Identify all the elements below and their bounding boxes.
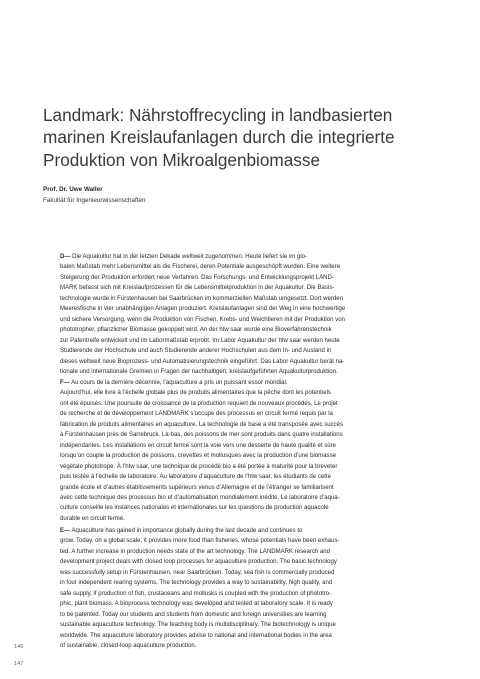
paragraph-line: indépendantes. Les installations en circuit fermé sont la voie vers une desserte de haute qualité et sûre [60,442,336,449]
faculty-name: Fakultät für Ingenieurwissenschaften [43,197,146,204]
paragraph-line: Studierende der Hochschule und auch Studierende anderer Hochschulen aus dem In- und Ausland in [60,348,332,355]
title-line: marinen Kreislaufanlagen durch die integrierte [43,127,395,148]
language-marker: E— [60,528,71,534]
paragraph-line: technologie wurde in Fürstenhausen bei Saarbrücken im kommerziellen Maßstab umgesetzt. Dort werden [60,295,343,302]
paragraph-line: MARK befasst sich mit Kreislaufprozessen für die Lebensmittelproduktion in der Aquakultur. Die Basis- [60,285,335,292]
paragraph-line: culture conseille les instances nationales et internationales sur les questions de production aquacole [60,505,329,512]
author-name: Prof. Dr. Uwe Waller [43,186,103,193]
paragraph-line: development project deals with closed loop processes for aquaculture production. The basic technology [60,559,337,566]
paragraph-line: de recherche et de développement LANDMARK s’occupe des processus en circuit fermé requis par la [60,411,333,418]
paragraph-line: avec cette technique des processus bio et d’automatisation mondialement inédite. Le laboratoire d’aqua- [60,494,340,501]
paragraph-line: worldwide. The aquaculture laboratory provides advise to national and international bodies in the area [60,632,332,639]
title-line: Produktion von Mikroalgenbiomasse [43,149,321,170]
paragraph-line: E— Aquaculture has gained in importance globally during the last decade and continues to [60,528,303,534]
paragraph-line: puis testée à l’échelle de laboratoire. Au laboratoire d’aquaculture de l’htw saar, les étudiants de cette [60,474,331,481]
paragraph-line: safe supply, if production of fish, crustaceans and mollusks is coupled with the production of phototro- [60,590,332,597]
paragraph-line: Aujourd’hui, elle livre à l’échelle globale plus de produits alimentaires que la pêche dont les potentiels [60,390,331,397]
paragraph-line: F— Au cours de la dernière décennie, l’aquaculture a pris un puissant essor mondial. [60,380,288,386]
paragraph-line: zur Patentreife entwickelt und im Labormaßstab erprobt. Im Labor Aquakultur der htw saar werden heute [60,337,340,344]
paragraph-line: Steigerung der Produktion erfordert neue Verfahren. Das Forschungs- und Entwicklungsprojekt LAND- [60,274,334,281]
paragraph-line: tionale und internationale Gremien in Fragen der nachhaltigen, kreislaufgeführten Aquakulturproduktion. [60,368,338,375]
paragraph-line: Meeresfische in vier unabhängigen Anlagen produziert. Kreislaufanlagen sind der Weg in eine hochwertige [60,306,346,313]
paragraph-line: lorsqu’on couple la production de poissons, crevettes et mollusques avec la production d’une biomasse [60,453,336,460]
section-german [60,252,438,377]
paragraph-line: was successfully setup in Fürstenhausen, near Saarbrücken. Today, sea fish is commercially produced [60,569,335,576]
paragraph-line: grow. Today, on a global scale, it provides more food than fisheries, whose potentials have been exhaus- [60,538,340,545]
paragraph-line: durable en circuit fermé. [60,515,125,522]
article-title [43,104,463,171]
paragraph-line: to be patented. Today our students and students from domestic and foreign universities are learning [60,611,327,618]
section-french [60,378,438,524]
paragraph-line: of sustainable, closed-loop aquaculture production. [60,642,197,649]
paragraph-line: und sichere Versorgung, wenn die Produktion von Fischen, Krebs- und Weichtieren mit der Produktion von [60,316,345,323]
language-marker: F— [60,380,70,386]
language-marker: D— [60,254,71,260]
paragraph-line: phic, plant biomass. A bioprocess technology was developed and tested at laboratory scale. It is ready [60,601,333,608]
paragraph-line: ont été épuisés. Une poursuite de croissance de la production requiert de nouveaux procédés. Le projet [60,400,338,407]
paragraph-line: phototropher, pflanzlicher Biomasse gekoppelt wird. An der htw saar wurde eine Bioverfahrenstechnik [60,327,332,334]
paragraph-line: dieses weltweit neue Bioprozess- und Automatisierungstechnik eingeführt. Das Labor Aquakultur berät na- [60,358,345,365]
page-number-left: 146 [14,644,24,650]
paragraph-line: végétale phototrope. À l’htw saar, une technique de procédé bio a été portée à maturité pour la breveter [60,463,338,470]
paragraph-line: grande école et d’autres établissements supérieurs venus d’Allemagne et de l’étranger se familiarisent [60,484,334,491]
title-line: Landmark: Nährstoffrecycling in landbasierten [43,105,393,125]
paragraph-line: fabrication de produits alimentaires en aquaculture. La technologie de base a été transposée avec succès [60,421,344,428]
section-english [60,526,438,651]
author-block [43,184,146,206]
page-number-right: 147 [14,661,24,667]
paragraph-line: ted. A further increase in production needs state of the art technology. The LANDMARK research and [60,548,331,555]
paragraph-line: à Fürstenhausen près de Sarrebruck. Là-bas, des poissons de mer sont produits dans quatre installations [60,432,343,439]
paragraph-line: in four independent rearing systems. The technology provides a way to sustainability, high quality, and [60,580,333,587]
paragraph-line: sustainable aquaculture technology. The teaching body is multidisciplinary. The biotechnology is unique [60,622,336,629]
paragraph-line: D— Die Aquakultur hat in der letzten Dekade weltweit zugenommen. Heute liefert sie im glo- [60,254,308,260]
paragraph-line: balen Maßstab mehr Lebensmittel als die Fischerei, deren Potentiale ausgeschöpft wurden. Eine weitere [60,264,340,271]
